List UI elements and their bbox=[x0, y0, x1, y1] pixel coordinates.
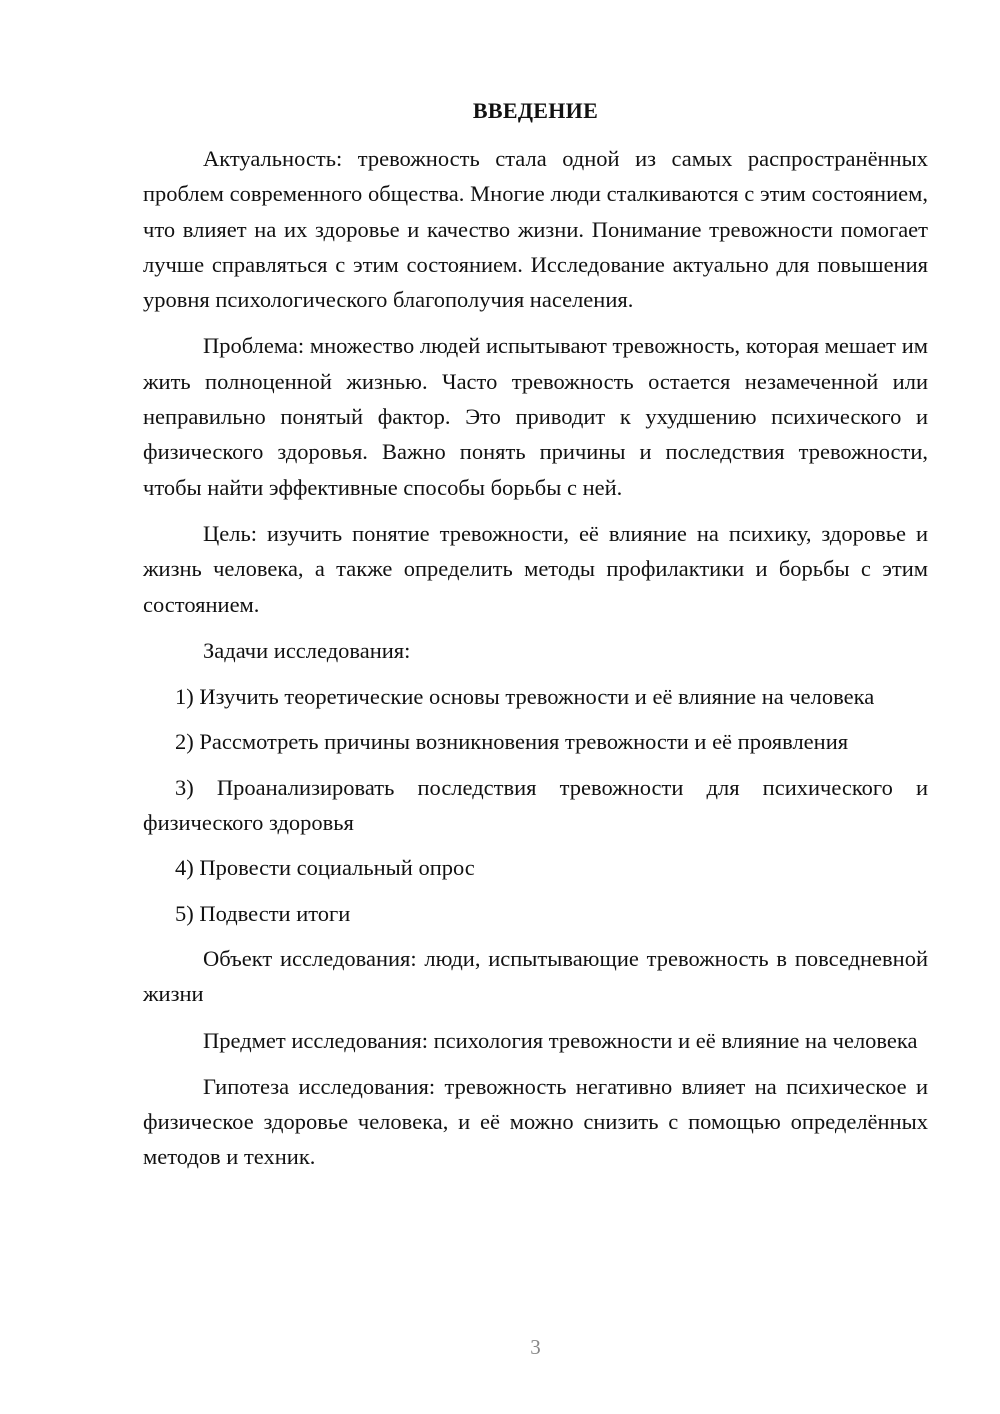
section-title: ВВЕДЕНИЕ bbox=[472, 98, 599, 123]
page-number: 3 bbox=[530, 1335, 541, 1359]
hypothesis-paragraph: Гипотеза исследования: тревожность негативно влияет на психическое и физическое здоровье человека, и её можно снизить с помощью определённых методов и техник. bbox=[143, 1073, 928, 1170]
task-item-4: 4) Провести социальный опрос bbox=[175, 855, 475, 881]
task-item-3: 3) Проанализировать последствия тревожности для психического и физического здоровья bbox=[143, 774, 928, 836]
document-body bbox=[143, 95, 928, 1186]
problem-paragraph: Проблема: множество людей испытывают тревожность, которая мешает им жить полноценной жизнью. Часто тревожность остается незамеченной или неправильно понятый фактор. Это приводит к ухудшению психического и физического здоровья. Важно понять причины и последствия тревожности, чтобы найти эффективные способы борьбы с ней. bbox=[143, 333, 928, 500]
goal-paragraph: Цель: изучить понятие тревожности, её влияние на психику, здоровье и жизнь человека, а также определить методы профилактики и борьбы с этим состоянием. bbox=[143, 520, 928, 617]
subject-paragraph: Предмет исследования: психология тревожности и её влияние на человека bbox=[203, 1027, 918, 1053]
task-item-5: 5) Подвести итоги bbox=[175, 900, 351, 926]
task-item-2: 2) Рассмотреть причины возникновения тревожности и её проявления bbox=[175, 729, 849, 755]
relevance-paragraph: Актуальность: тревожность стала одной из самых распространённых проблем современного общества. Многие люди сталкиваются с этим состоянием, что влияет на их здоровье и качество жизни. Понимание тревожности помогает лучше справляться с этим состоянием. Исследование актуально для повышения уровня психологического благополучия населения. bbox=[143, 146, 928, 313]
object-paragraph: Объект исследования: люди, испытывающие тревожность в повседневной жизни bbox=[143, 945, 928, 1007]
tasks-heading: Задачи исследования: bbox=[203, 637, 411, 663]
task-item-1: 1) Изучить теоретические основы тревожности и её влияние на человека bbox=[175, 684, 875, 710]
